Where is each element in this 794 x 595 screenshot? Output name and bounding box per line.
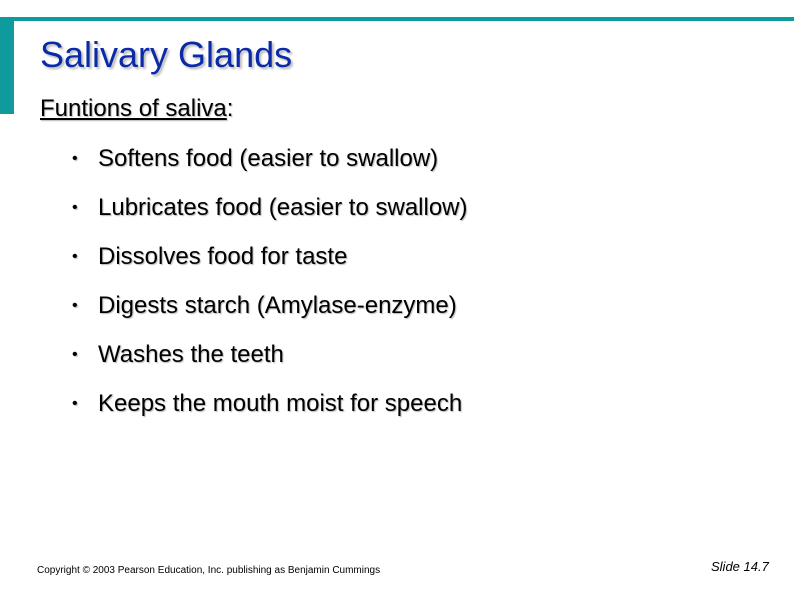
bullet-dot: •	[72, 248, 78, 265]
bullet-item	[72, 339, 468, 388]
bullet-text: Lubricates food (easier to swallow)	[98, 194, 468, 221]
bullet-dot: •	[72, 150, 78, 167]
top-accent-bar	[0, 17, 794, 21]
subheading-colon: :	[226, 95, 234, 122]
bullet-dot: •	[72, 297, 78, 314]
bullet-dot: •	[72, 346, 78, 363]
subheading-text: Funtions of saliva	[40, 95, 227, 122]
bullet-dot: •	[72, 395, 78, 412]
bullet-text: Softens food (easier to swallow)	[98, 145, 439, 172]
bullet-text: Washes the teeth	[98, 341, 284, 368]
slide-number: Slide 14.7	[711, 559, 769, 574]
bullet-item	[72, 192, 468, 241]
bullet-text: Digests starch (Amylase-enzyme)	[98, 292, 457, 319]
bullet-item	[72, 143, 468, 192]
bullet-text: Keeps the mouth moist for speech	[98, 390, 463, 417]
bullet-list	[72, 143, 468, 437]
bullet-item	[72, 241, 468, 290]
bullet-item	[72, 388, 468, 437]
slide-title: Salivary Glands	[40, 34, 293, 75]
subheading	[40, 95, 233, 123]
bullet-item	[72, 290, 468, 339]
copyright-notice: Copyright © 2003 Pearson Education, Inc. publishing as Benjamin Cummings	[37, 565, 381, 576]
bullet-text: Dissolves food for taste	[98, 243, 348, 270]
bullet-dot: •	[72, 199, 78, 216]
left-accent-bar	[0, 17, 14, 114]
